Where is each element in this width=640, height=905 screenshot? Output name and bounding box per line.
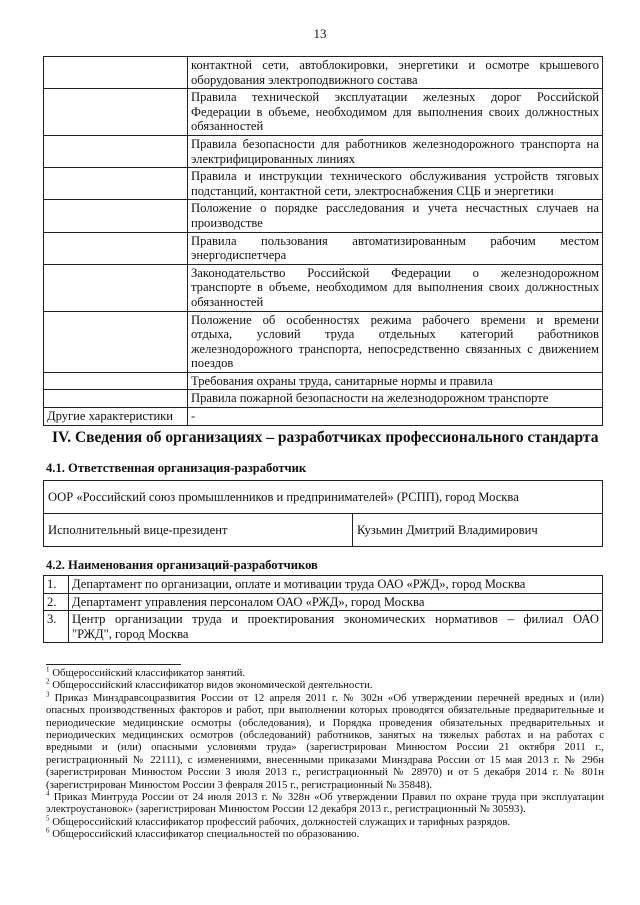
cell-line: Законодательство Российской Федерации о железнодорожном xyxy=(191,265,599,280)
cell-line: Правила пользования автоматизированным рабочим местом xyxy=(191,233,599,248)
footnote-mark: 4 xyxy=(46,789,50,798)
row-label xyxy=(44,200,188,232)
cell-line: "РЖД", город Москва xyxy=(72,626,189,641)
cell-line: Требования охраны труда, санитарные нормы и правила xyxy=(191,373,493,388)
table-row xyxy=(44,232,603,264)
footnotes xyxy=(46,667,604,841)
table-row xyxy=(44,89,603,136)
table-row xyxy=(44,135,603,167)
developer-number: 1. xyxy=(44,576,69,594)
row-content xyxy=(188,57,603,89)
row-content xyxy=(188,372,603,390)
row-label xyxy=(44,390,188,408)
requirements-table xyxy=(43,56,603,426)
cell-line: Департамент управления персоналом ОАО «РЖД», город Москва xyxy=(72,594,425,609)
footnote-text: Общероссийский классификатор видов экономической деятельности. xyxy=(49,679,373,692)
developer-organizations-table xyxy=(43,575,603,643)
page-number: 13 xyxy=(313,26,327,41)
responsible-organization-table xyxy=(43,480,603,547)
cell-line: обязанностей xyxy=(191,294,264,309)
row-label xyxy=(44,264,188,311)
row-content xyxy=(188,232,603,264)
row-content xyxy=(188,311,603,372)
developer-row xyxy=(44,611,603,643)
cell-line: Федерации в объеме, необходимом для выполнения своих должностных xyxy=(191,104,599,119)
cell-line: электрифицированных линиях xyxy=(191,151,356,166)
cell-line: железнодорожного транспорта, непосредственно связанных с движением xyxy=(191,341,599,356)
cell-line: Департамент по организации, оплате и мотивации труда ОАО «РЖД», город Москва xyxy=(72,577,526,591)
developer-name xyxy=(69,593,603,611)
cell-line: Правила пожарной безопасности на железнодорожном транспорте xyxy=(191,391,549,406)
table-row xyxy=(44,408,603,426)
cell-line: Правила безопасности для работников железнодорожного транспорта на xyxy=(191,136,599,151)
footnote xyxy=(46,828,604,840)
cell-line: транспорте в объеме, необходимом для выполнения своих должностных xyxy=(191,280,599,295)
cell-line: подстанций, контактной сети, электроснабжения СЦБ и энергетики xyxy=(191,183,554,198)
row-label xyxy=(44,135,188,167)
cell-line: отдыха, условий труда отдельных категорий работников xyxy=(191,327,599,342)
row-label xyxy=(44,89,188,136)
table-row xyxy=(44,390,603,408)
developer-name xyxy=(69,576,603,594)
cell-line: оборудования электроподвижного состава xyxy=(191,72,418,87)
footnote-mark: 1 xyxy=(46,665,50,674)
developer-row xyxy=(44,593,603,611)
table-row xyxy=(44,168,603,200)
row-label xyxy=(44,232,188,264)
row-content xyxy=(188,264,603,311)
developer-row xyxy=(44,576,603,594)
cell-line: поездов xyxy=(191,356,234,371)
cell-line: Правила и инструкции технического обслуживания устройств тяговых xyxy=(191,169,599,184)
footnote-mark: 3 xyxy=(46,690,50,699)
section-4-1-heading: 4.1. Ответственная организация-разработчик xyxy=(46,461,307,475)
row-content xyxy=(188,89,603,136)
row-content xyxy=(188,408,603,426)
cell-line: - xyxy=(191,409,196,424)
organization-name: ООР «Российский союз промышленников и предпринимателей» (РСПП), город Москва xyxy=(44,481,603,514)
footnote-text: Общероссийский классификатор профессий рабочих, должностей служащих и тарифных разрядов. xyxy=(49,815,511,828)
footnote-mark: 6 xyxy=(46,826,50,835)
developer-number: 3. xyxy=(44,611,69,643)
table-row xyxy=(44,372,603,390)
footnote-text: Приказ Минздравсоцразвития России от 12 апреля 2011 г. № 302н «Об утверждении перечней вредных и (или) опасных производственных факторов и работ, при выполнении которых проводятся обязательные предварительные и периодические медицинские осмотры (обследования), и Порядка проведения обязательных предварительных и периодических медицинских осмотров (обследований) работников, занятых на тяжелых работах и на работах с вредными и (или) опасными условиями труда» (зарегистрирован Минюстом России 21 октября 2011 г., регистрационный № 22111), с изменениями, внесенными приказами Минздрава России от 15 мая 2013 г. № 296н (зарегистрирован Минюстом России 3 июля 2013 г., регистрационный № 28970) и от 5 декабря 2014 г. № 801н (зарегистрирован Минюстом России 3 февраля 2015 г., регистрационный № 35848). xyxy=(46,691,604,791)
table-row xyxy=(44,57,603,89)
table-row xyxy=(44,311,603,372)
section-4-2-heading: 4.2. Наименования организаций-разработчиков xyxy=(46,558,318,572)
table-row xyxy=(44,200,603,232)
cell-line: обязанностей xyxy=(191,119,264,134)
footnote xyxy=(46,791,604,816)
footnote-text: Общероссийский классификатор занятий. xyxy=(49,667,246,679)
row-content xyxy=(188,135,603,167)
footnote-text: Общероссийский классификатор специальностей по образованию. xyxy=(49,828,360,841)
cell-line: Положение о порядке расследования и учета несчастных случаев на xyxy=(191,201,599,216)
row-label xyxy=(44,372,188,390)
cell-line: Правила технической эксплуатации железных дорог Российской xyxy=(191,90,599,105)
cell-line: Центр организации труда и проектирования экономических нормативов – филиал ОАО xyxy=(72,612,599,627)
developer-number: 2. xyxy=(44,593,69,611)
footnote-mark: 2 xyxy=(46,677,50,686)
row-content xyxy=(188,200,603,232)
footnote-text: Приказ Минтруда России от 24 июля 2013 г. № 328н «Об утверждении Правил по охране труда при эксплуатации электроустановок» (зарегистрирован Минюстом России 12 декабря 2013 г., регистрационный № 30593). xyxy=(46,791,604,816)
footnote xyxy=(46,816,604,828)
developer-name xyxy=(69,611,603,643)
footnote-separator xyxy=(46,664,181,665)
cell-line: энергодиспетчера xyxy=(191,248,287,263)
footnote xyxy=(46,667,604,679)
footnote xyxy=(46,692,604,791)
section-4-title: IV. Сведения об организациях – разработчиках профессионального стандарта xyxy=(52,429,599,446)
row-content xyxy=(188,168,603,200)
cell-line: производстве xyxy=(191,215,263,230)
footnote-mark: 5 xyxy=(46,814,50,823)
cell-line: контактной сети, автоблокировки, энергетики и осмотре крышевого xyxy=(191,58,599,72)
cell-line: Положение об особенностях режима рабочего времени и времени xyxy=(191,312,599,327)
person-name: Кузьмин Дмитрий Владимирович xyxy=(353,514,603,547)
row-label xyxy=(44,311,188,372)
footnote xyxy=(46,679,604,691)
row-content xyxy=(188,390,603,408)
row-label xyxy=(44,57,188,89)
row-label: Другие характеристики xyxy=(44,408,188,426)
table-row xyxy=(44,264,603,311)
row-label xyxy=(44,168,188,200)
position-title: Исполнительный вице-президент xyxy=(44,514,353,547)
